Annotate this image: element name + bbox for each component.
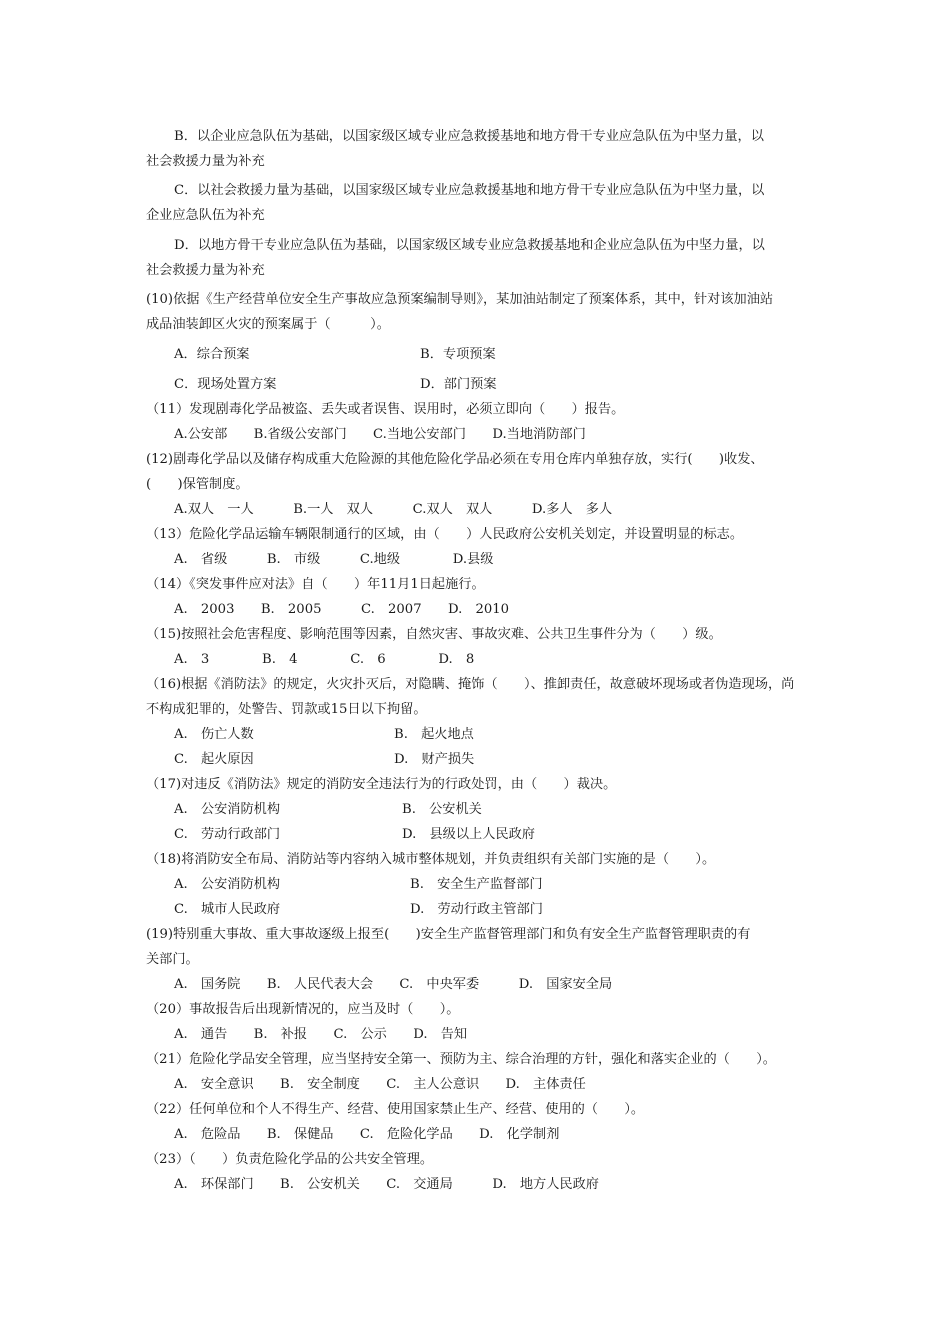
question-17-options-row2 xyxy=(0,826,950,844)
option-b-text: B．以企业应急队伍为基础，以国家级区域专业应急救援基地和地方骨干专业应急队伍为中坚力量，以 xyxy=(174,129,764,144)
q16-option-b: B. 起火地点 xyxy=(394,727,474,742)
q16-option-a: A. 伤亡人数 xyxy=(174,727,254,742)
question-14-options: A. 2003 B. 2005 C. 2007 D. 2010 xyxy=(174,602,510,617)
question-15: （15)按照社会危害程度、影响范围等因素，自然灾害、事故灾难、公共卫生事件分为（ ）级。 xyxy=(146,627,722,642)
q17-option-b: B. 公安机关 xyxy=(402,802,482,817)
question-20-options: A. 通告 B. 补报 C. 公示 D. 告知 xyxy=(174,1027,468,1042)
question-19-options: A. 国务院 B. 人民代表大会 C. 中央军委 D. 国家安全局 xyxy=(174,977,613,992)
option-d-text: D．以地方骨干专业应急队伍为基础，以国家级区域专业应急救援基地和企业应急队伍为中坚力量，以 xyxy=(174,238,765,253)
question-16: （16)根据《消防法》的规定，火灾扑灭后，对隐瞒、掩饰（ ）、推卸责任，故意破坏现场或者伪造现场，尚 xyxy=(146,677,795,692)
question-12-cont: ( )保管制度。 xyxy=(146,477,249,492)
q18-option-b: B. 安全生产监督部门 xyxy=(410,877,543,892)
option-c-text: C．以社会救援力量为基础，以国家级区域专业应急救援基地和地方骨干专业应急队伍为中坚力量，以 xyxy=(174,183,765,198)
option-b-text-cont: 社会救援力量为补充 xyxy=(146,154,265,169)
question-10-options-row1 xyxy=(0,346,950,364)
q18-option-a: A. 公安消防机构 xyxy=(174,877,281,892)
question-23: （23）（ ）负责危险化学品的公共安全管理。 xyxy=(146,1152,434,1167)
q17-option-d: D. 县级以上人民政府 xyxy=(402,827,535,842)
question-11-options: A.公安部 B.省级公安部门 C.当地公安部门 D.当地消防部门 xyxy=(174,427,586,442)
question-14: （14）《突发事件应对法》自（ ）年11月1日起施行。 xyxy=(146,577,485,592)
q10-option-d: D．部门预案 xyxy=(420,377,497,392)
question-21-options: A. 安全意识 B. 安全制度 C. 主人公意识 D. 主体责任 xyxy=(174,1077,586,1092)
question-10-options-row2 xyxy=(0,376,950,394)
question-13-options: A. 省级 B. 市级 C.地级 D.县级 xyxy=(174,552,494,567)
question-16-options-row1 xyxy=(0,726,950,744)
question-12: (12)剧毒化学品以及储存构成重大危险源的其他危险化学品必须在专用仓库内单独存放，实行( )收发、 xyxy=(146,452,764,467)
question-21: （21）危险化学品安全管理，应当坚持安全第一、预防为主、综合治理的方针，强化和落实企业的（ ）。 xyxy=(146,1052,776,1067)
q18-option-d: D. 劳动行政主管部门 xyxy=(410,902,543,917)
question-20: （20）事故报告后出现新情况的，应当及时（ ）。 xyxy=(146,1002,460,1017)
question-12-options: A.双人 一人 B.一人 双人 C.双人 双人 D.多人 多人 xyxy=(174,502,613,517)
question-22-options: A. 危险品 B. 保健品 C. 危险化学品 D. 化学制剂 xyxy=(174,1127,560,1142)
option-c-text-cont: 企业应急队伍为补充 xyxy=(146,208,265,223)
question-19-cont: 关部门。 xyxy=(146,952,199,967)
q16-option-c: C. 起火原因 xyxy=(174,752,254,767)
question-17-options-row1 xyxy=(0,801,950,819)
q10-option-a: A．综合预案 xyxy=(174,347,250,362)
question-17: （17)对违反《消防法》规定的消防安全违法行为的行政处罚，由（ ）裁决。 xyxy=(146,777,617,792)
question-16-options-row2 xyxy=(0,751,950,769)
question-13: （13）危险化学品运输车辆限制通行的区域，由（ ）人民政府公安机关划定，并设置明显的标志。 xyxy=(146,527,744,542)
q16-option-d: D. 财产损失 xyxy=(394,752,475,767)
question-18-options-row2 xyxy=(0,901,950,919)
question-16-cont: 不构成犯罪的，处警告、罚款或15日以下拘留。 xyxy=(146,702,427,717)
question-15-options: A. 3 B. 4 C. 6 D. 8 xyxy=(174,652,475,667)
question-19: (19)特别重大事故、重大事故逐级上报至( )安全生产监督管理部门和负有安全生产监督管理职责的有 xyxy=(146,927,751,942)
q10-option-c: C．现场处置方案 xyxy=(174,377,277,392)
question-11: （11）发现剧毒化学品被盗、丢失或者误售、误用时，必须立即向（ ）报告。 xyxy=(146,402,625,417)
question-18-options-row1 xyxy=(0,876,950,894)
question-18: （18)将消防安全布局、消防站等内容纳入城市整体规划，并负责组织有关部门实施的是（ ）。 xyxy=(146,852,716,867)
question-10: (10)依据《生产经营单位安全生产事故应急预案编制导则》，某加油站制定了预案体系，其中，针对该加油站 xyxy=(146,292,774,307)
q10-option-b: B．专项预案 xyxy=(420,347,496,362)
option-d-text-cont: 社会救援力量为补充 xyxy=(146,263,265,278)
question-23-options: A. 环保部门 B. 公安机关 C. 交通局 D. 地方人民政府 xyxy=(174,1177,599,1192)
question-10-cont: 成品油装卸区火灾的预案属于（ ）。 xyxy=(146,317,390,332)
question-22: （22）任何单位和个人不得生产、经营、使用国家禁止生产、经营、使用的（ ）。 xyxy=(146,1102,645,1117)
q18-option-c: C. 城市人民政府 xyxy=(174,902,281,917)
q17-option-c: C. 劳动行政部门 xyxy=(174,827,281,842)
q17-option-a: A. 公安消防机构 xyxy=(174,802,281,817)
